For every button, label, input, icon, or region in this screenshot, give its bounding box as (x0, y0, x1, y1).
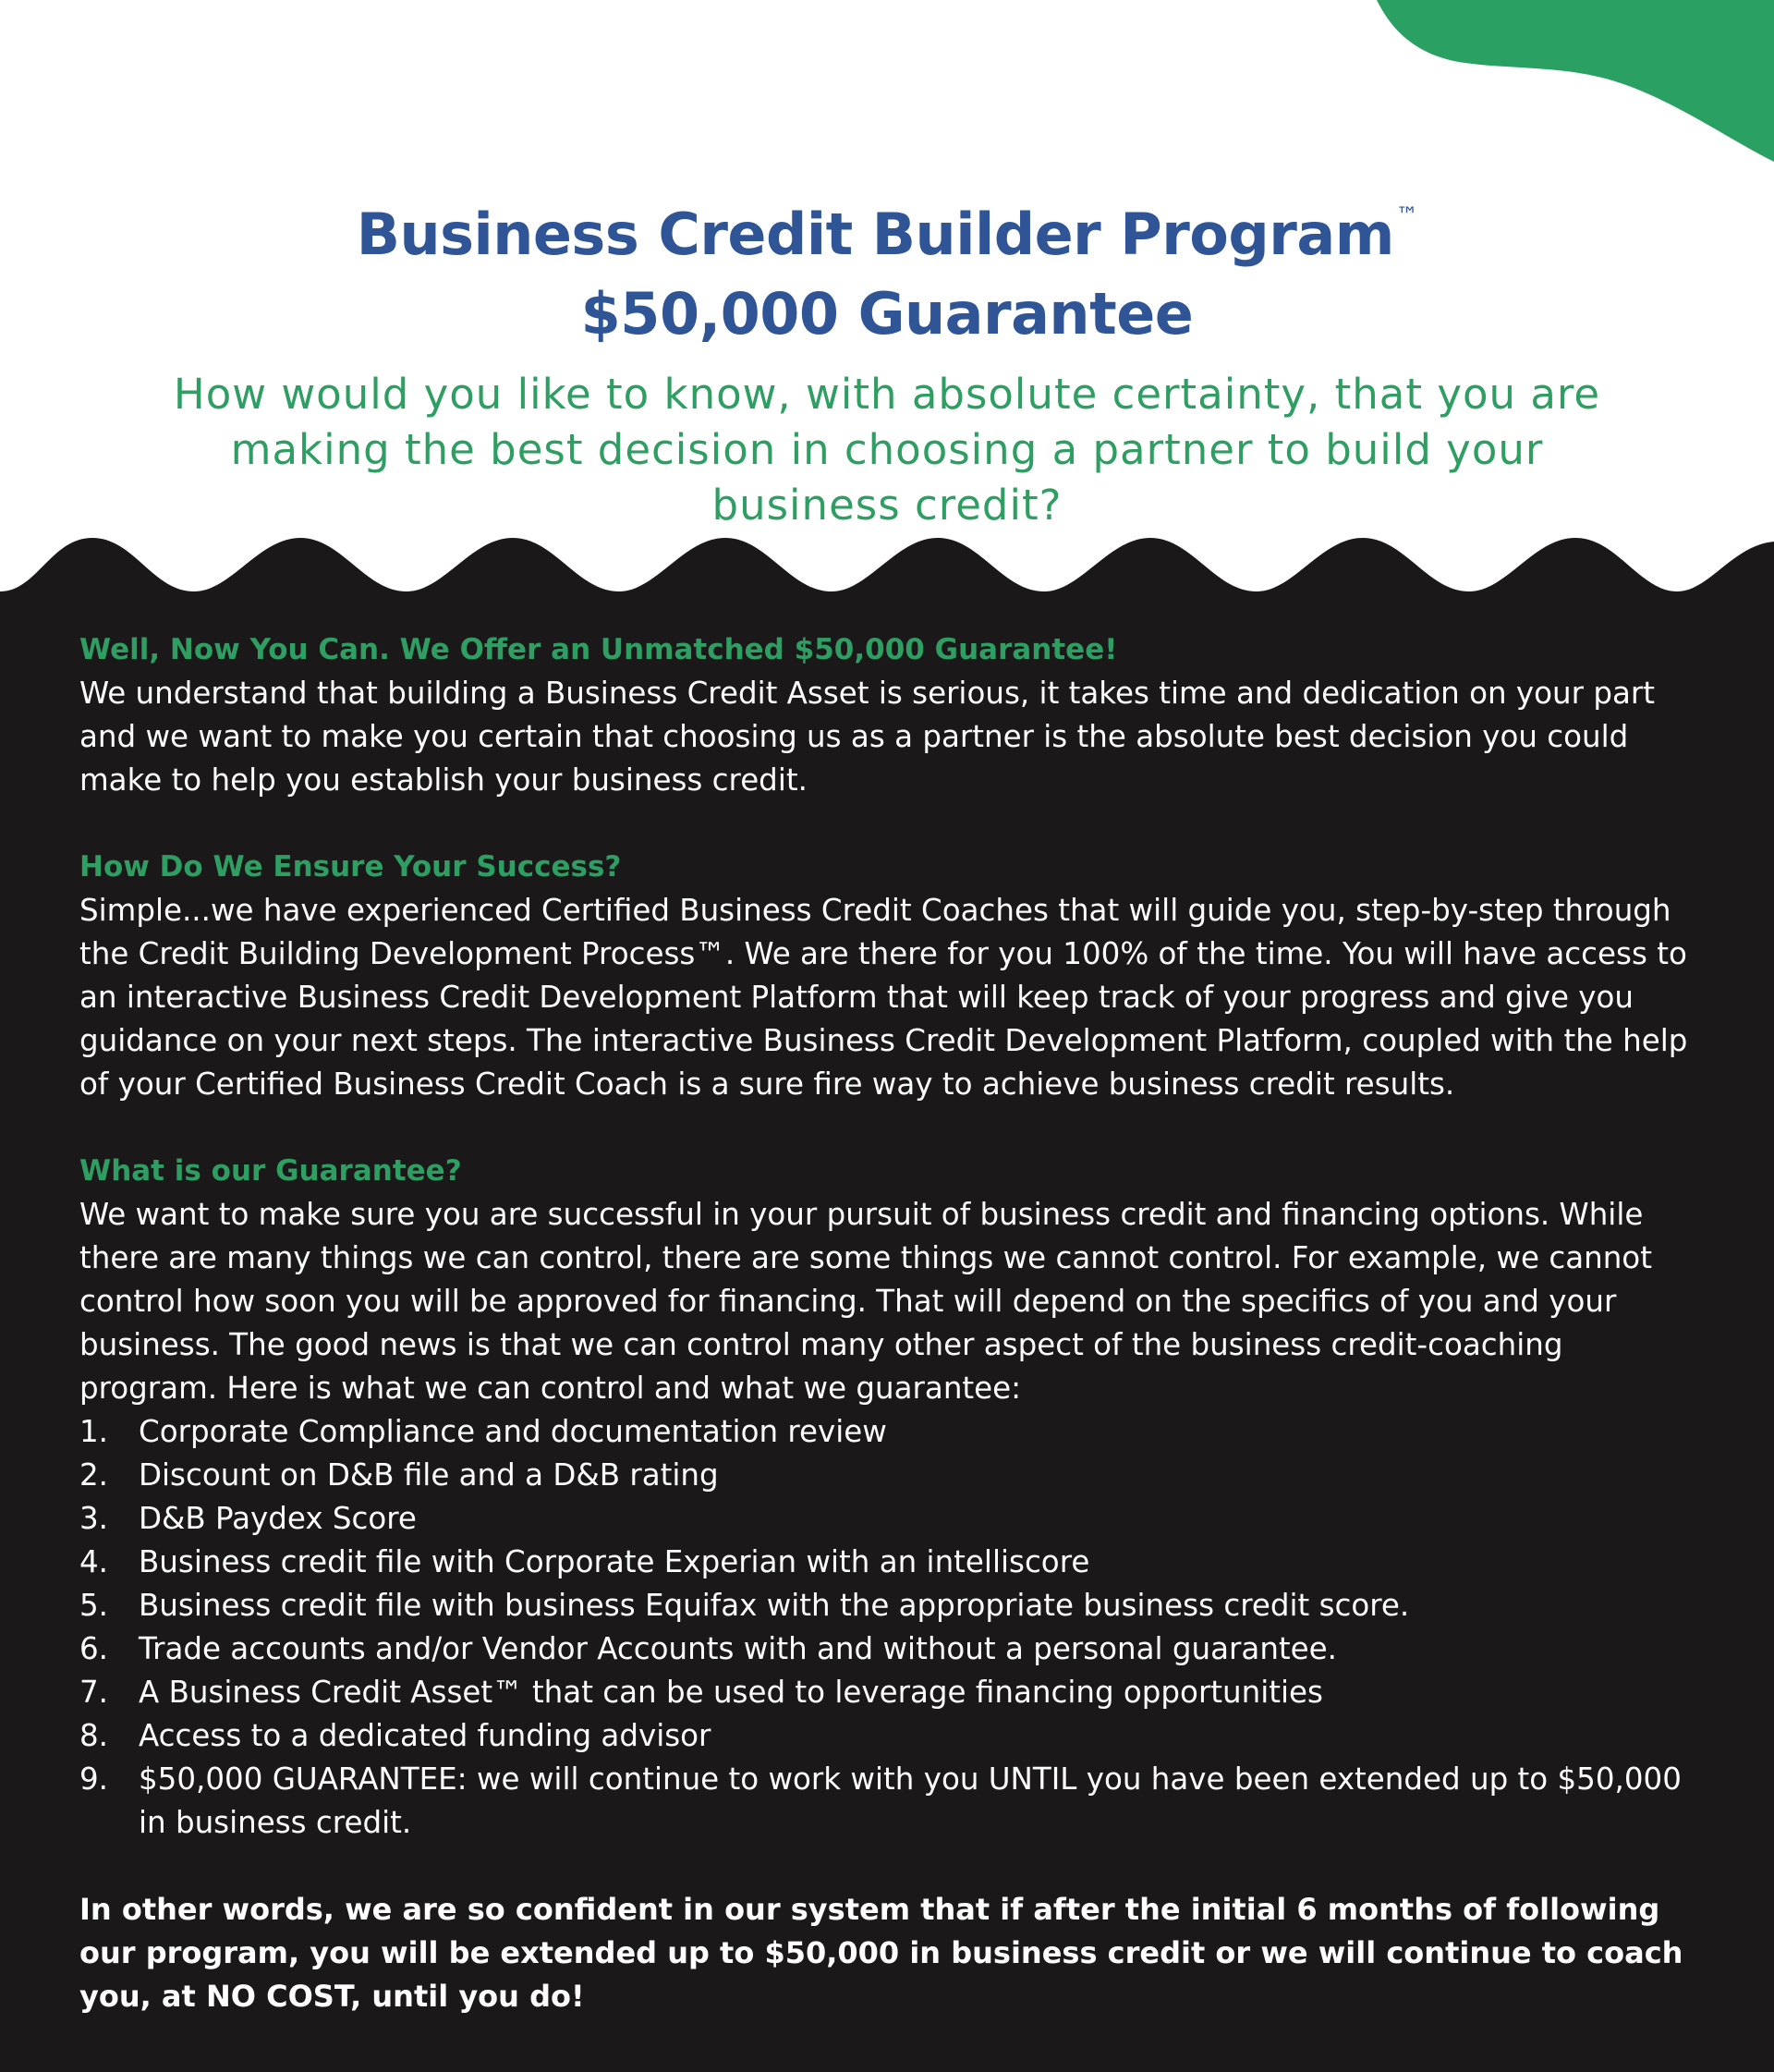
section-heading: How Do We Ensure Your Success? (79, 850, 622, 884)
list-item (79, 1497, 1706, 1541)
main-content (79, 628, 1706, 2018)
list-text: Trade accounts and/or Vendor Accounts with and without a personal guarantee. (139, 1631, 1337, 1666)
list-text: Discount on D&B file and a D&B rating (139, 1457, 719, 1493)
page-title (0, 176, 1774, 354)
list-number: 9. (79, 1761, 109, 1797)
section-heading: Well, Now You Can. We Offer an Unmatched $50,000 Guarantee! (79, 633, 1118, 666)
list-item (79, 1584, 1706, 1627)
list-item (79, 1758, 1706, 1845)
section-body: We want to make sure you are successful in your pursuit of business credit and financing options. While there are many things we can control, there are some things we cannot control. For example, we cannot control how soon you will be approved for financing. That will depend on the specifics of you and your business. The good news is that we can control many other aspect of the business credit-coaching program. Here is what we can control and what we guarantee: (79, 1197, 1652, 1406)
list-text: Access to a dedicated funding advisor (139, 1718, 711, 1753)
list-text: A Business Credit Asset™ that can be used to leverage financing opportunities (139, 1675, 1323, 1710)
list-number: 3. (79, 1501, 109, 1536)
list-number: 1. (79, 1414, 109, 1449)
section-body: We understand that building a Business Credit Asset is serious, it takes time and dedication on your part and we want to make you certain that choosing us as a partner is the absolute best decision you could make to help you establish your business credit. (79, 676, 1655, 798)
list-item (79, 1541, 1706, 1584)
list-text: Business credit file with business Equifax with the appropriate business credit score. (139, 1588, 1410, 1623)
list-text: $50,000 GUARANTEE: we will continue to work with you UNTIL you have been extended up to $50,000 in business credit. (139, 1761, 1682, 1840)
list-text: Business credit file with Corporate Experian with an intelliscore (139, 1544, 1090, 1579)
section-our-guarantee (79, 1150, 1706, 1845)
wave-divider (0, 518, 1774, 619)
section-heading: What is our Guarantee? (79, 1154, 462, 1188)
section-ensure-success (79, 846, 1706, 1106)
trademark-symbol: ™ (1395, 202, 1418, 228)
list-number: 4. (79, 1544, 109, 1579)
title-line-1: Business Credit Builder Program (356, 201, 1394, 268)
list-item (79, 1454, 1706, 1497)
list-item (79, 1671, 1706, 1714)
section-unmatched-guarantee (79, 628, 1706, 802)
list-number: 6. (79, 1631, 109, 1666)
list-text: D&B Paydex Score (139, 1501, 417, 1536)
list-item (79, 1627, 1706, 1671)
decorative-green-blob (1294, 0, 1774, 176)
closing-statement: In other words, we are so confident in our system that if after the initial 6 months of following our program, you will be extended up to $50,000 in business credit or we will continue to coach you, at NO COST, until you do! (79, 1892, 1683, 2014)
list-item (79, 1714, 1706, 1758)
list-text: Corporate Compliance and documentation review (139, 1414, 887, 1449)
page-header (0, 176, 1774, 533)
list-number: 2. (79, 1457, 109, 1493)
list-item (79, 1410, 1706, 1454)
title-line-2: $50,000 Guarantee (580, 280, 1194, 347)
guarantee-list (79, 1410, 1706, 1845)
list-number: 5. (79, 1588, 109, 1623)
section-body: Simple...we have experienced Certified Business Credit Coaches that will guide you, step-by-step through the Credit Building Development Process™. We are there for you 100% of the time. You will have access to an interactive Business Credit Development Platform that will keep track of your progress and give you guidance on your next steps. The interactive Business Credit Development Platform, coupled with the help of your Certified Business Credit Coach is a sure fire way to achieve business credit results. (79, 893, 1688, 1102)
list-number: 7. (79, 1675, 109, 1710)
list-number: 8. (79, 1718, 109, 1753)
page-subtitle: How would you like to know, with absolute certainty, that you are making the best decision in choosing a partner to build your business credit? (173, 370, 1601, 530)
